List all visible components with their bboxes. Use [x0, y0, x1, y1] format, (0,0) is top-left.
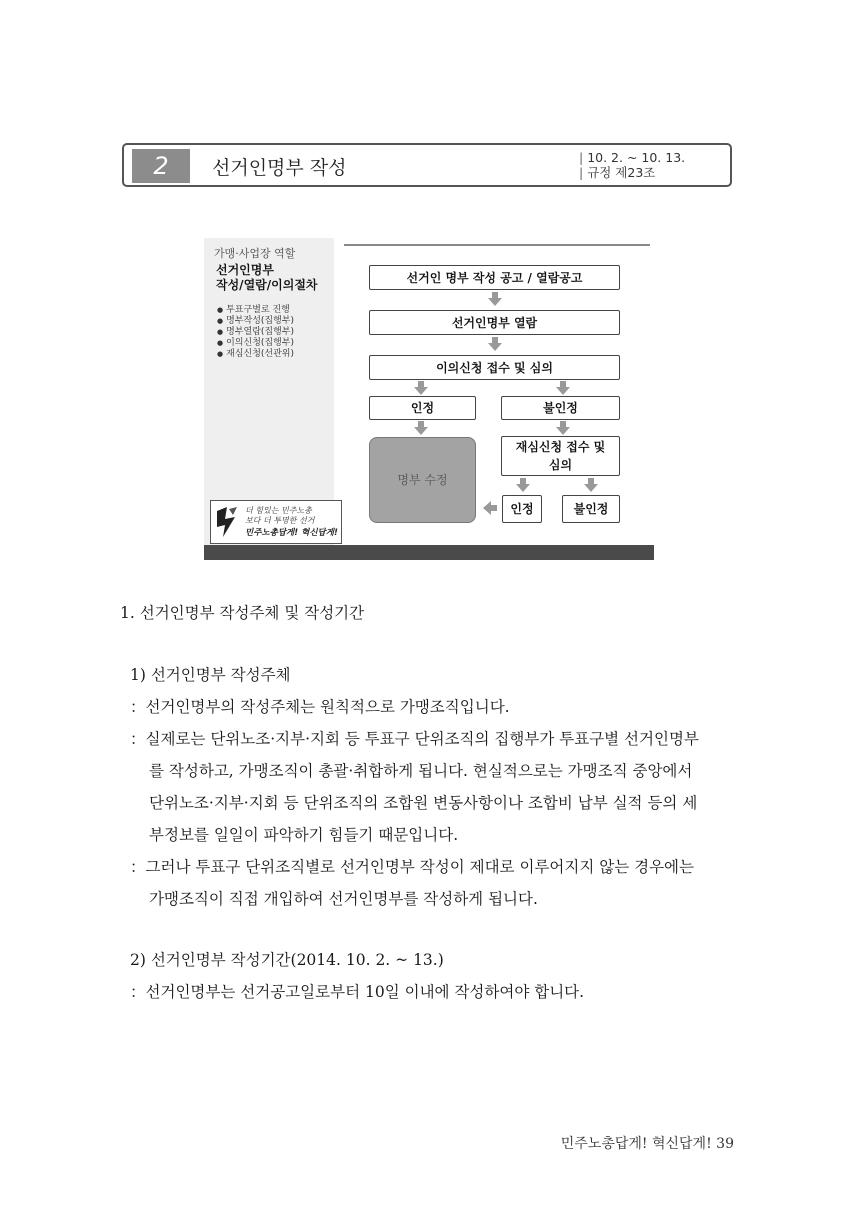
- section-header: [122, 143, 732, 187]
- body-heading: 1. 선거인명부 작성주체 및 작성기간: [120, 604, 365, 622]
- flow-objection-box: 이의신청 접수 및 심의: [369, 355, 620, 380]
- paragraph: ：선거인명부의 작성주체는 원칙적으로 가맹조직입니다.: [130, 698, 510, 716]
- down-arrow-icon: [488, 292, 502, 306]
- procedure-figure: [204, 238, 654, 560]
- section-title: 선거인명부 작성: [212, 157, 347, 179]
- paragraph-continuation: 가맹조직이 직접 개입하여 선거인명부를 작성하게 됩니다.: [149, 890, 538, 908]
- logo-mark-icon: [215, 505, 239, 539]
- section-number: 2: [132, 149, 190, 183]
- bullet-item: ● 이의신청(집행부): [226, 338, 294, 349]
- bullet-item: ● 명부작성(집행부): [226, 316, 294, 327]
- figure-role: 가맹·사업장 역할: [214, 247, 296, 260]
- figure-subtitle-line2: 작성/열람/이의절차: [216, 278, 318, 292]
- paragraph-continuation: 부정보를 일일이 파악하기 힘들기 때문입니다.: [149, 826, 459, 844]
- paragraph-continuation: 단위노조·지부·지회 등 단위조직의 조합원 변동사항이나 조합비 납부 실적 등의 세: [149, 794, 698, 812]
- logo-text-line3: 민주노총답게! 혁신답게!: [245, 528, 338, 538]
- bullet-item: ● 재심신청(선관위): [226, 349, 294, 360]
- section-rule: | 규정 제23조: [579, 165, 685, 180]
- footer-slogan: 민주노총답게! 혁신답게!: [560, 1136, 712, 1152]
- section-meta: [579, 150, 685, 180]
- down-arrow-icon: [488, 337, 502, 351]
- campaign-logo: [210, 500, 342, 544]
- flow-accept-box: 인정: [369, 396, 476, 420]
- figure-bullets: [226, 305, 294, 360]
- down-arrow-icon: [516, 478, 530, 492]
- section-dates: | 10. 2. ~ 10. 13.: [579, 150, 685, 165]
- flow-inspection-box: 선거인명부 열람: [369, 310, 620, 335]
- flow-appeal-accept-box: 인정: [502, 495, 542, 523]
- page-footer: [561, 1133, 734, 1153]
- flow-appeal-reject-box: 불인정: [562, 495, 620, 523]
- flow-reject-box: 불인정: [501, 396, 620, 420]
- paragraph: ：실제로는 단위노조·지부·지회 등 투표구 단위조직의 집행부가 투표구별 선거인명부: [130, 730, 699, 748]
- figure-subtitle: [216, 263, 318, 293]
- subsection-1-title: 1) 선거인명부 작성주체: [130, 666, 291, 684]
- figure-bottom-bar: [204, 545, 654, 560]
- flow-correction-box: 명부 수정: [369, 437, 476, 523]
- appeal-line2: 심의: [548, 458, 573, 472]
- logo-text-line2: 보다 더 투명한 선거: [245, 516, 315, 525]
- down-arrow-icon: [584, 478, 598, 492]
- figure-top-rule: [344, 244, 650, 246]
- left-arrow-icon: [483, 501, 497, 515]
- paragraph-continuation: 를 작성하고, 가맹조직이 총괄·취합하게 됩니다. 현실적으로는 가맹조직 중앙에서: [149, 762, 693, 780]
- flow-notice-box: 선거인 명부 작성 공고 / 열람공고: [369, 265, 620, 290]
- down-arrow-icon: [414, 381, 428, 395]
- paragraph: ：선거인명부는 선거공고일로부터 10일 이내에 작성하여야 합니다.: [130, 983, 585, 1001]
- logo-text-line1: 더 힘있는 민주노총: [245, 506, 312, 515]
- down-arrow-icon: [556, 381, 570, 395]
- down-arrow-icon: [414, 421, 428, 435]
- page-number: 39: [716, 1136, 734, 1152]
- appeal-line1: 재심신청 접수 및: [515, 440, 606, 454]
- bullet-item: ● 명부열람(집행부): [226, 327, 294, 338]
- paragraph: ：그러나 투표구 단위조직별로 선거인명부 작성이 제대로 이루어지지 않는 경우에는: [130, 858, 695, 876]
- down-arrow-icon: [556, 421, 570, 435]
- bullet-item: ● 투표구별로 진행: [226, 305, 294, 316]
- flow-appeal-box: [501, 436, 620, 476]
- subsection-2-title: 2) 선거인명부 작성기간(2014. 10. 2. ~ 13.): [130, 951, 444, 969]
- figure-subtitle-line1: 선거인명부: [216, 263, 274, 277]
